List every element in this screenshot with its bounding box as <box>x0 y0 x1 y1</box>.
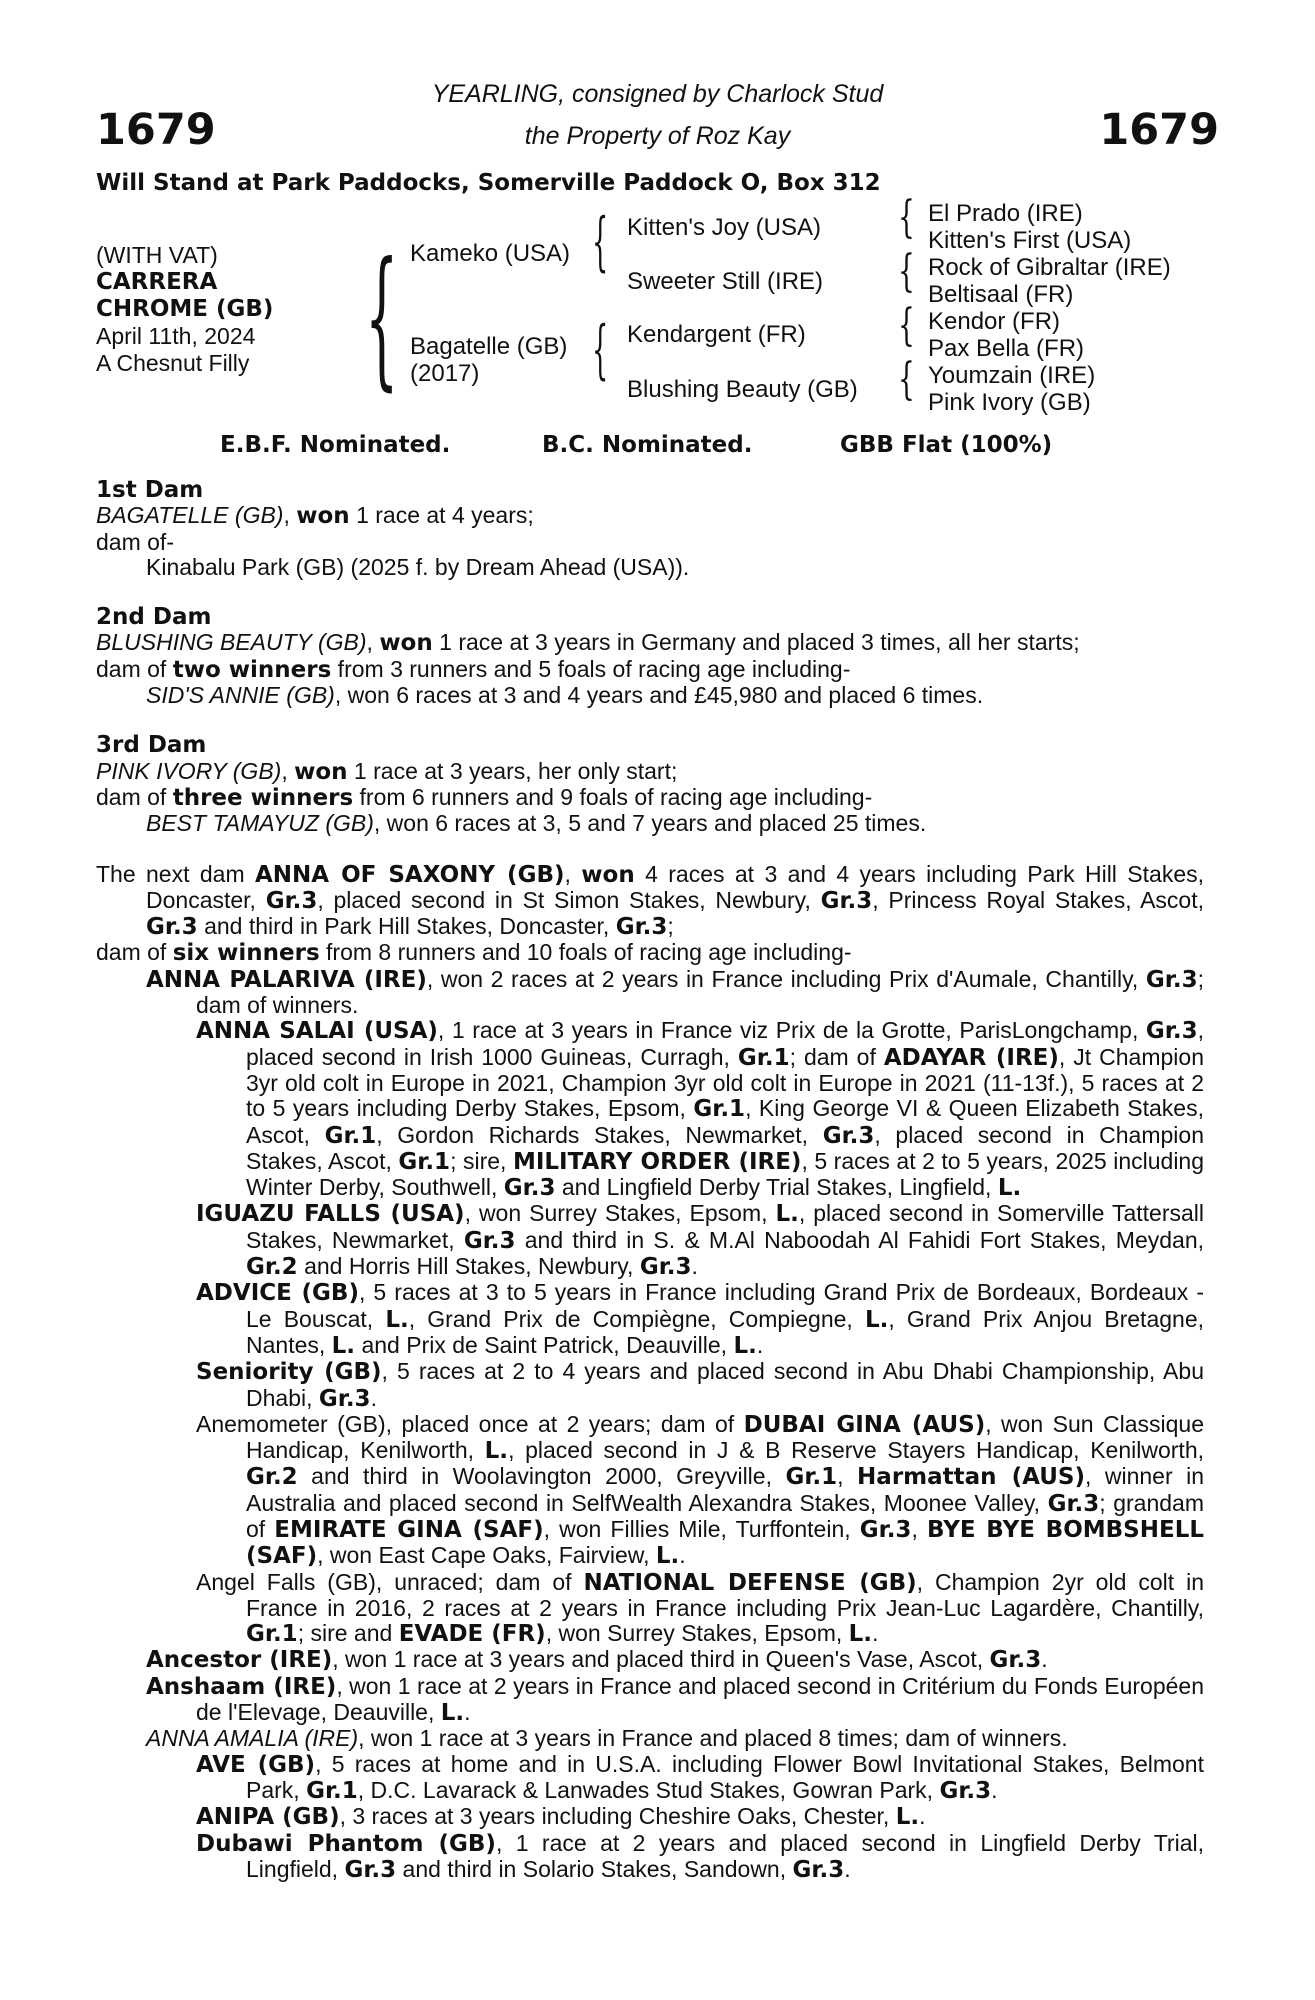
horse-name-line2: CHROME (GB) <box>96 296 274 322</box>
gg-brace-2: { <box>898 246 915 297</box>
grade: Gr.1 <box>785 1464 838 1491</box>
progeny-name: SID'S ANNIE (GB) <box>146 682 335 709</box>
t: ; sire and <box>297 1620 399 1647</box>
pedigree-sire-sire: Kitten's Joy (USA) <box>627 214 821 241</box>
damof-rest: from 6 runners and 9 foals of racing age including- <box>353 783 873 810</box>
grade: L. <box>997 1175 1022 1202</box>
pedigree-sire: Kameko (USA) <box>410 240 571 267</box>
grade: L. <box>484 1438 509 1465</box>
first-dam-name: BAGATELLE (GB) <box>96 502 284 529</box>
first-dam-damof: dam of- <box>96 528 174 555</box>
grade: Gr.3 <box>1145 966 1198 993</box>
entry-name: ADVICE (GB) <box>196 1280 359 1307</box>
t: , Jt Champion 3yr old colt in Europe in 2021, Champion 3yr old colt in Europe in 2021 (11-13f.), 5 races at 2 to 5 years including Derby Stakes, Epsom, <box>246 1043 1204 1122</box>
grade: L. <box>864 1306 889 1333</box>
entry-ave <box>196 1752 1204 1805</box>
t: , Champion 2yr old colt in France in 2016, 2 races at 2 years in France including Prix Jean-Luc Lagardère, Chantilly, <box>246 1568 1204 1621</box>
progeny-rest: , won 6 races at 3, 5 and 7 years and placed 25 times. <box>373 810 927 837</box>
t: , <box>837 1463 858 1490</box>
first-dam-heading: 1st Dam <box>96 477 204 503</box>
entry-dubawi-phantom <box>196 1831 1204 1884</box>
progeny-rest: , won 6 races at 3 and 4 years and £45,980 and placed 6 times. <box>334 682 984 709</box>
entry-advice <box>196 1280 1204 1359</box>
damof-text: dam of <box>96 783 173 810</box>
t: and Horris Hill Stakes, Newbury, <box>297 1253 640 1280</box>
entry-name: ANIPA (GB) <box>196 1804 340 1831</box>
entry-name: ANNA SALAI (USA) <box>196 1018 438 1045</box>
t: , 5 races at 2 to 4 years and placed second in Abu Dhabi Championship, Abu Dhabi, <box>246 1358 1204 1411</box>
next-dam-intro: The next dam <box>96 860 255 887</box>
lot-number-left: 1679 <box>96 105 216 155</box>
grade: Gr.3 <box>344 1856 397 1883</box>
grade: Gr.3 <box>820 887 873 914</box>
entry-name: ADAYAR (IRE) <box>883 1044 1059 1071</box>
t: , Grand Prix de Compiègne, Compiegne, <box>408 1305 865 1332</box>
grade: Gr.3 <box>318 1385 371 1412</box>
entry-name: Anshaam (IRE) <box>146 1673 337 1700</box>
t: and third in Solario Stakes, Sandown, <box>396 1855 793 1882</box>
stand-location: Will Stand at Park Paddocks, Somerville Paddock O, Box 312 <box>96 170 881 196</box>
entry-name: IGUAZU FALLS (USA) <box>196 1201 465 1228</box>
first-dam-record: BAGATELLE (GB), won 1 race at 4 years; <box>96 502 534 530</box>
damof-rest: from 3 runners and 5 foals of racing age including- <box>331 655 851 682</box>
t: , 5 races at 2 to 5 years, 2025 including Winter Derby, Southwell, <box>246 1147 1205 1201</box>
t: and third in S. & M.Al Naboodah Al Fahidi Fort Stakes, Meydan, <box>515 1226 1204 1253</box>
t: , Grand Prix Anjou Bretagne, Nantes, <box>246 1305 1205 1358</box>
bc-nomination: B.C. Nominated. <box>542 432 753 458</box>
dam-grandparents-brace: { <box>592 313 609 387</box>
t: . <box>919 1803 926 1830</box>
pedigree-sss: El Prado (IRE) <box>928 200 1083 227</box>
t: , 3 races at 3 years including Cheshire Oaks, Chester, <box>339 1803 896 1830</box>
entry-name: Dubawi Phantom (GB) <box>196 1830 496 1857</box>
damof-text: dam of <box>96 939 173 966</box>
entry-anemometer <box>196 1412 1204 1570</box>
grade: Gr.3 <box>792 1856 845 1883</box>
pedigree-dsd: Pax Bella (FR) <box>928 335 1085 362</box>
t: . <box>679 1542 686 1569</box>
t: ; grandam of <box>246 1489 1204 1542</box>
t: . <box>872 1620 879 1647</box>
t: ; dam of <box>789 1043 884 1070</box>
t: , won Surrey Stakes, Epsom, <box>545 1620 849 1647</box>
horse-description: A Chesnut Filly <box>96 350 250 376</box>
pedigree-ssd: Kitten's First (USA) <box>928 227 1132 254</box>
sire-dam-brace: { <box>365 231 399 405</box>
entry-anshaam <box>146 1674 1204 1727</box>
grade: Gr.3 <box>615 914 668 941</box>
grade: L. <box>848 1621 873 1648</box>
pedigree-dam-year: (2017) <box>410 360 480 387</box>
t: , won 1 race at 2 years in France and placed second in Critérium du Fonds Européen de l'Elevage, Deauville, <box>196 1672 1204 1726</box>
won-word: won <box>379 630 433 657</box>
t: , Gordon Richards Stakes, Newmarket, <box>376 1121 823 1148</box>
t: ; sire, <box>450 1147 513 1174</box>
consignor-line: YEARLING, consigned by Charlock Stud <box>431 80 884 108</box>
winners-count: six winners <box>172 940 320 967</box>
won-word: won <box>581 861 635 888</box>
t: , 1 race at 2 years and placed second in Lingfield Derby Trial, Lingfield, <box>246 1829 1204 1882</box>
t: . <box>844 1855 851 1882</box>
grade: L. <box>385 1306 409 1333</box>
t: , 5 races at 3 to 5 years in France including Grand Prix de Bordeaux, Bordeaux - Le Bouscat, <box>246 1279 1204 1332</box>
t: . <box>370 1384 377 1411</box>
t: , won Fillies Mile, Turffontein, <box>543 1515 860 1542</box>
won-word: won <box>294 758 348 785</box>
second-dam-name: BLUSHING BEAUTY (GB) <box>96 629 367 656</box>
entry-name: NATIONAL DEFENSE (GB) <box>583 1569 917 1596</box>
entry-seniority <box>196 1359 1204 1412</box>
entry-name: Ancestor (IRE) <box>146 1647 333 1674</box>
ebf-nomination: E.B.F. Nominated. <box>220 432 451 458</box>
first-dam-rest: 1 race at 4 years; <box>349 502 534 529</box>
damof-text: dam of <box>96 655 173 682</box>
entry-name: BYE BYE BOMBSHELL (SAF) <box>246 1516 1205 1570</box>
entry-name: ANNA PALARIVA (IRE) <box>146 966 427 993</box>
second-dam-produce <box>96 657 1204 683</box>
entry-name: ANNA AMALIA (IRE) <box>146 1725 359 1752</box>
t: , won Surrey Stakes, Epsom, <box>464 1200 776 1227</box>
pedigree-dam: Bagatelle (GB) <box>410 333 568 360</box>
t: . <box>756 1331 764 1358</box>
gg-brace-4: { <box>898 354 915 405</box>
t: , 5 races at home and in U.S.A. including Flower Bowl Invitational Stakes, Belmont Park, <box>246 1750 1204 1803</box>
winners-count: three winners <box>172 784 354 811</box>
lot-number-right: 1679 <box>1099 105 1219 155</box>
pedigree-dds: Youmzain (IRE) <box>928 362 1096 389</box>
won-word: won <box>296 503 350 530</box>
entry-name: AVE (GB) <box>196 1751 316 1778</box>
pedigree-dss: Kendor (FR) <box>928 308 1061 335</box>
t: . <box>464 1699 471 1726</box>
third-dam-progeny <box>96 811 1204 836</box>
vat-note: (WITH VAT) <box>96 242 218 268</box>
entry-anna-amalia <box>146 1726 1204 1751</box>
grade: Gr.3 <box>822 1122 875 1149</box>
t: , placed second in Somerville Tattersall Stakes, Newmarket, <box>246 1200 1205 1253</box>
first-dam-progeny: Kinabalu Park (GB) (2025 f. by Dream Ahead (USA)). <box>146 553 690 580</box>
catalogue-body <box>96 478 1204 1883</box>
grade: Gr.3 <box>989 1647 1042 1674</box>
horse-dob: April 11th, 2024 <box>96 323 256 349</box>
grade: Gr.1 <box>246 1621 298 1648</box>
progeny-name: BEST TAMAYUZ (GB) <box>146 810 374 837</box>
t: , D.C. Lavarack & Lanwades Stud Stakes, Gowran Park, <box>357 1776 940 1803</box>
pedigree-sds: Rock of Gibraltar (IRE) <box>928 254 1171 281</box>
second-dam-progeny <box>96 683 1204 708</box>
second-dam-record: BLUSHING BEAUTY (GB), won 1 race at 3 years in Germany and placed 3 times, all her starts; <box>96 629 1080 657</box>
entry-name: Seniority (GB) <box>196 1359 382 1386</box>
gg-brace-3: { <box>898 300 915 351</box>
t: and Lingfield Derby Trial Stakes, Lingfield, <box>555 1174 998 1201</box>
t: , won 1 race at 3 years and placed third in Queen's Vase, Ascot, <box>332 1646 990 1673</box>
t: , won Sun Classique Handicap, Kenilworth, <box>246 1410 1204 1464</box>
grade: Gr.1 <box>306 1777 358 1804</box>
grade: Gr.3 <box>859 1516 912 1543</box>
second-dam-rest: 1 race at 3 years in Germany and placed 3 times, all her starts; <box>432 629 1080 656</box>
t: and third in Park Hill Stakes, Doncaster, <box>197 913 616 940</box>
grade: Gr.3 <box>265 887 318 914</box>
pedigree-dam-dam: Blushing Beauty (GB) <box>627 376 858 403</box>
pedigree-sire-dam: Sweeter Still (IRE) <box>627 268 824 295</box>
grade: Gr.1 <box>737 1044 790 1071</box>
t: , winner in Australia and placed second in SelfWealth Alexandra Stakes, Moonee Valley, <box>246 1463 1205 1516</box>
gg-brace-1: { <box>898 192 915 243</box>
t: , placed second in J & B Reserve Stayers Handicap, Kenilworth, <box>508 1437 1204 1464</box>
grade: L. <box>440 1700 465 1727</box>
t: , won 2 races at 2 years in France including Prix d'Aumale, Chantilly, <box>426 965 1146 992</box>
entry-name: MILITARY ORDER (IRE) <box>512 1148 802 1175</box>
t: , placed second in Irish 1000 Guineas, Curragh, <box>246 1017 1204 1070</box>
property-line: the Property of Roz Kay <box>524 122 791 150</box>
grade: Gr.3 <box>939 1777 992 1804</box>
grade: Gr.3 <box>1145 1018 1198 1045</box>
t: Angel Falls (GB), unraced; dam of <box>196 1568 584 1595</box>
t: and third in Woolavington 2000, Greyville, <box>297 1463 786 1490</box>
third-dam-name: PINK IVORY (GB) <box>96 757 282 784</box>
t: , placed second in Champion Stakes, Ascot, <box>246 1121 1204 1174</box>
grade: Gr.3 <box>1047 1490 1100 1517</box>
entry-name: Harmattan (AUS) <box>857 1464 1085 1491</box>
t: , 1 race at 3 years in France viz Prix de la Grotte, ParisLongchamp, <box>437 1017 1146 1044</box>
grade: L. <box>895 1804 920 1831</box>
t: . <box>1041 1646 1048 1673</box>
winners-count: two winners <box>172 656 332 683</box>
t: , <box>911 1515 927 1542</box>
entry-anna-palariva <box>146 967 1204 1019</box>
entry-name: EVADE (FR) <box>398 1621 546 1648</box>
pedigree-dam-sire: Kendargent (FR) <box>627 321 806 348</box>
entry-anipa <box>196 1804 1204 1830</box>
gbb-flat: GBB Flat (100%) <box>840 432 1053 458</box>
grade: Gr.1 <box>324 1122 377 1149</box>
grade: L. <box>775 1201 799 1228</box>
t: . <box>691 1253 698 1280</box>
t: ; <box>667 913 674 940</box>
grade: Gr.3 <box>503 1175 556 1202</box>
grade: Gr.3 <box>146 914 198 941</box>
next-dam-name: ANNA OF SAXONY (GB) <box>254 861 565 888</box>
grade: Gr.3 <box>463 1227 516 1254</box>
second-dam-heading: 2nd Dam <box>96 604 212 631</box>
t: . <box>991 1776 998 1803</box>
entry-name: DUBAI GINA (AUS) <box>743 1411 986 1438</box>
grade: L. <box>733 1332 757 1359</box>
third-dam-record: PINK IVORY (GB), won 1 race at 3 years, her only start; <box>96 757 678 785</box>
entry-name: EMIRATE GINA (SAF) <box>274 1516 544 1543</box>
horse-info <box>96 242 273 377</box>
grade: L. <box>655 1543 680 1570</box>
t: ; dam of winners. <box>196 965 1204 1019</box>
next-dam-record: The next dam ANNA OF SAXONY (GB), won 4 races at 3 and 4 years including Park Hill Stakes, Doncaster, Gr.3, placed second in St Simon Stakes, Newbury, Gr.3, Princess Royal Stakes, Ascot, Gr.3 and third in Park Hill Stakes, Doncaster, Gr.3; <box>96 860 1204 941</box>
entry-anna-salai <box>196 1018 1204 1201</box>
grade: Gr.3 <box>639 1254 692 1281</box>
t: , King George VI & Queen Elizabeth Stakes, Ascot, <box>246 1095 1204 1148</box>
t: Anemometer (GB), placed once at 2 years; dam of <box>196 1410 744 1437</box>
t: , Princess Royal Stakes, Ascot, <box>872 886 1204 913</box>
third-dam-produce <box>96 785 1204 811</box>
third-dam-heading: 3rd Dam <box>96 732 207 759</box>
t: , won East Cape Oaks, Fairview, <box>317 1542 656 1569</box>
t: and Prix de Saint Patrick, Deauville, <box>355 1331 734 1358</box>
sire-grandparents-brace: { <box>592 205 609 279</box>
grade: Gr.1 <box>398 1148 451 1175</box>
entry-ancestor <box>146 1647 1204 1673</box>
grade: Gr.2 <box>246 1254 298 1281</box>
damof-rest: from 8 runners and 10 foals of racing age including- <box>319 939 852 966</box>
t: 4 races at 3 and 4 years including Park Hill Stakes, Doncaster, <box>146 860 1204 913</box>
horse-name-line1: CARRERA <box>96 269 218 295</box>
grade: L. <box>331 1332 356 1359</box>
entry-iguazu-falls <box>196 1201 1204 1280</box>
grade: Gr.1 <box>693 1096 746 1123</box>
t: , won 1 race at 3 years in France and placed 8 times; dam of winners. <box>358 1725 1068 1752</box>
pedigree-sdd: Beltisaal (FR) <box>928 281 1074 308</box>
third-dam-rest: 1 race at 3 years, her only start; <box>347 757 678 784</box>
grade: Gr.2 <box>246 1464 298 1491</box>
entry-angel-falls <box>196 1570 1204 1648</box>
next-dam-produce <box>96 940 1204 966</box>
t: , placed second in St Simon Stakes, Newbury, <box>317 886 821 913</box>
pedigree-ddd: Pink Ivory (GB) <box>928 389 1091 416</box>
